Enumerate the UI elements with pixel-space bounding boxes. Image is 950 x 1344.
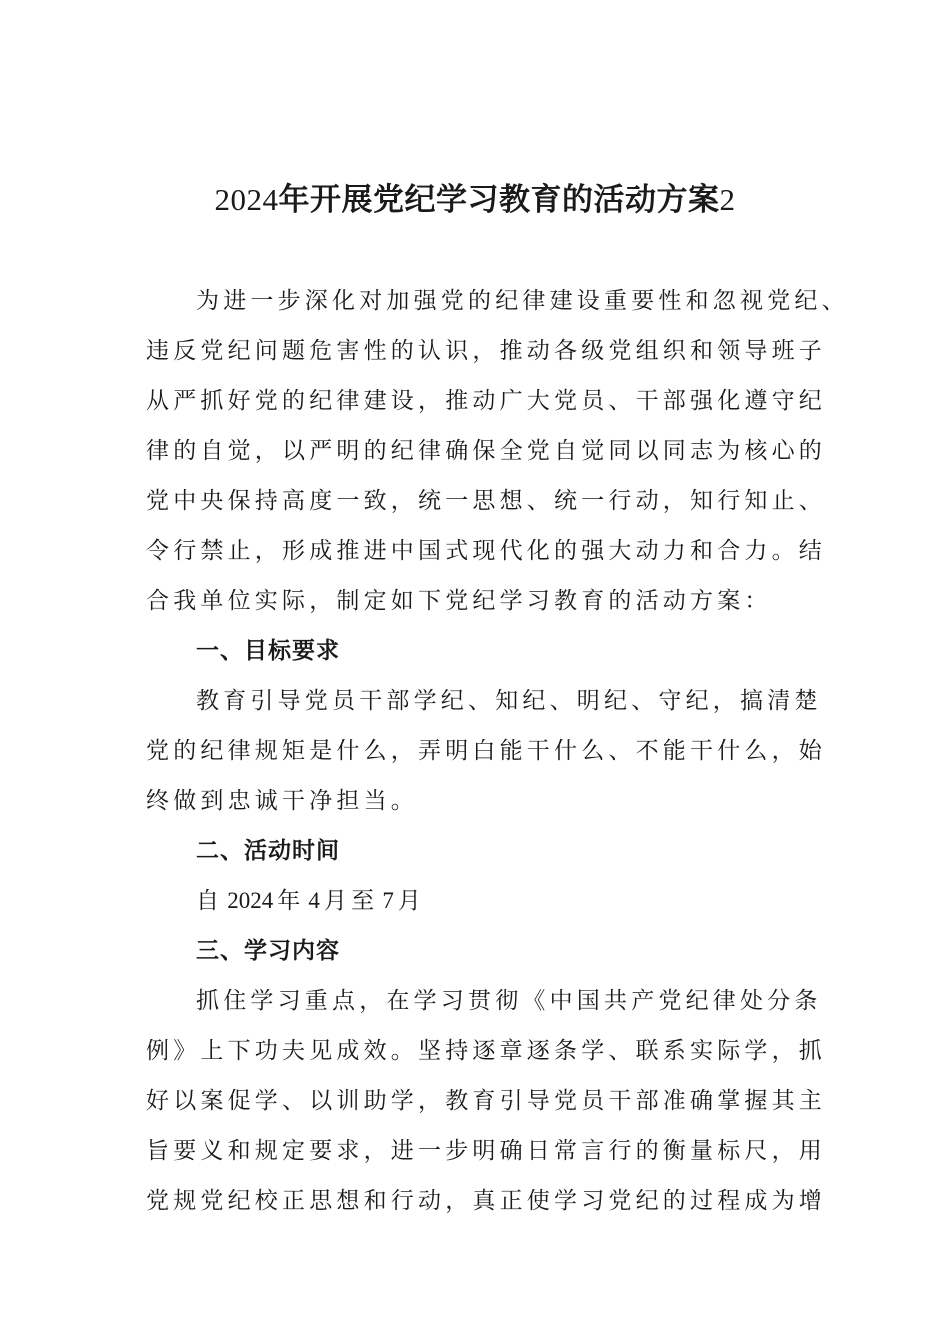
section-heading-content: 三、学习内容 (196, 938, 340, 964)
document-title (0, 176, 950, 224)
intro-line: 从严抓好党的纪律建设，推动广大党员、干部强化遵守纪 (146, 388, 826, 414)
date-end-month: 7 (382, 888, 394, 913)
intro-line: 为进一步深化对加强党的纪律建设重要性和忽视党纪、 (196, 288, 849, 314)
title-number: 2 (719, 182, 736, 217)
date-start-month: 4 (308, 888, 320, 913)
intro-line: 令行禁止，形成推进中国式现代化的强大动力和合力。结 (146, 538, 826, 564)
intro-line: 党中央保持高度一致，统一思想、统一行动，知行知止、 (146, 488, 826, 514)
date-text: 自 (196, 888, 224, 914)
section-heading-time: 二、活动时间 (196, 838, 340, 864)
intro-line: 合我单位实际，制定如下党纪学习教育的活动方案： (146, 588, 772, 614)
date-text: 月至 (323, 888, 379, 914)
date-text: 年 (277, 888, 305, 914)
section3-line: 党规党纪校正思想和行动，真正使学习党纪的过程成为增 (146, 1188, 826, 1214)
section1-line: 终做到忠诚干净担当。 (146, 788, 418, 814)
section3-line: 抓住学习重点，在学习贯彻《中国共产党纪律处分条 (196, 988, 822, 1014)
section3-line: 例》上下功夫见成效。坚持逐章逐条学、联系实际学，抓 (146, 1038, 826, 1064)
title-year: 2024 (214, 182, 279, 217)
document-body (146, 276, 849, 1226)
section-heading-goals: 一、目标要求 (196, 638, 340, 664)
section1-line: 党的纪律规矩是什么，弄明白能干什么、不能干什么，始 (146, 738, 826, 764)
intro-line: 违反党纪问题危害性的认识，推动各级党组织和领导班子 (146, 338, 826, 364)
section3-line: 旨要义和规定要求，进一步明确日常言行的衡量标尺，用 (146, 1138, 826, 1164)
section3-line: 好以案促学、以训助学，教育引导党员干部准确掌握其主 (146, 1088, 826, 1114)
section1-line: 教育引导党员干部学纪、知纪、明纪、守纪，搞清楚 (196, 688, 822, 714)
date-year: 2024 (227, 888, 274, 913)
date-text: 月 (397, 888, 426, 914)
intro-line: 律的自觉，以严明的纪律确保全党自觉同以同志为核心的 (146, 438, 826, 464)
title-text: 年开展党纪学习教育的活动方案 (278, 182, 720, 218)
activity-date-line (146, 876, 814, 926)
